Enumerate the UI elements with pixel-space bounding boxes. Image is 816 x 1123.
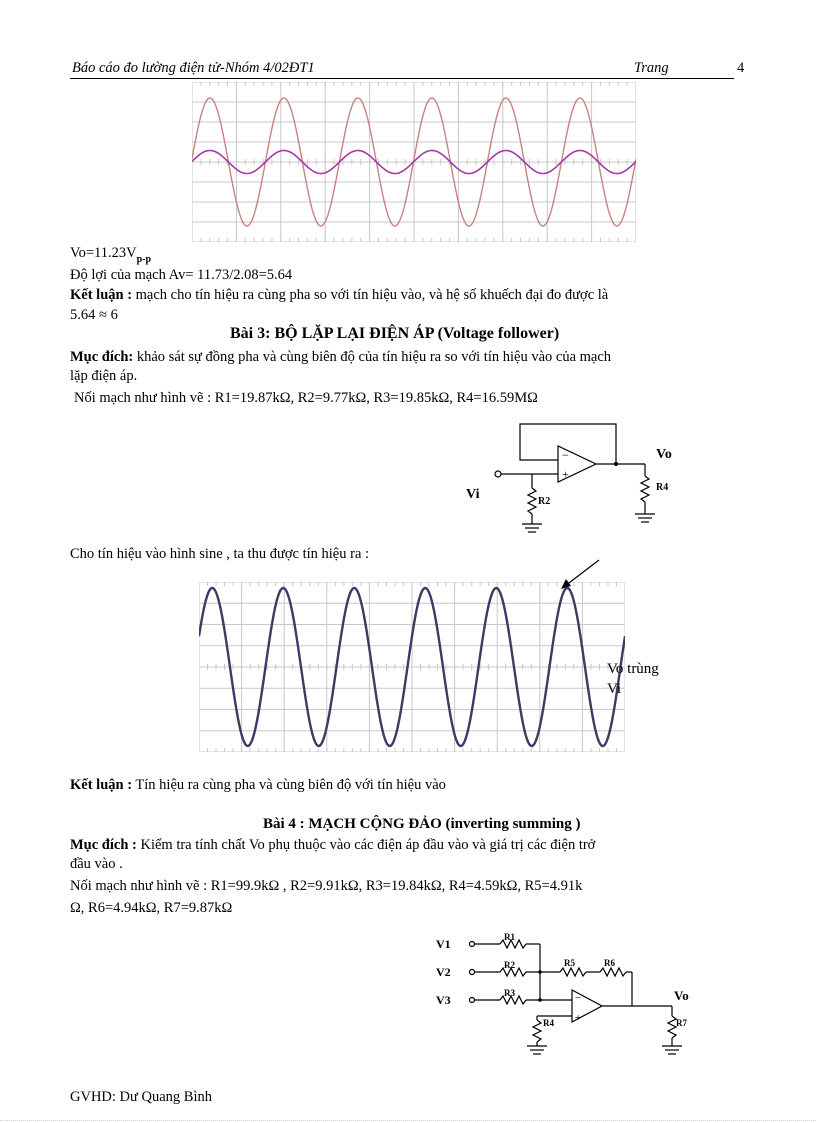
gain-line: Độ lợi của mạch Av= 11.73/2.08=5.64 <box>70 267 293 283</box>
annotation-vi: Vi <box>607 681 622 697</box>
opamp-plus-2: + <box>575 1012 582 1024</box>
conclusion-1-value: 5.64 ≈ 6 <box>70 307 118 323</box>
r2-resistor <box>528 488 536 514</box>
oscilloscope-2 <box>199 582 625 752</box>
conclusion-2: Kết luận : Tín hiệu ra cùng pha và cùng biên độ với tín hiệu vào <box>70 777 446 793</box>
v3-label: V3 <box>436 993 451 1007</box>
r5-label: R5 <box>564 958 575 968</box>
header-page-label: Trang <box>634 60 669 76</box>
r1-label: R1 <box>504 932 515 942</box>
voltage-follower-circuit <box>460 418 690 543</box>
r2-label-2: R2 <box>504 960 515 970</box>
r7-label: R7 <box>676 1018 687 1028</box>
oscilloscope-1 <box>192 82 636 242</box>
bai4-connect-1: Nối mạch như hình vẽ : R1=99.9kΩ , R2=9.91kΩ, R3=19.84kΩ, R4=4.59kΩ, R5=4.91k <box>70 878 583 894</box>
r4-resistor <box>641 476 649 502</box>
r3-label: R3 <box>504 988 515 998</box>
r2-label: R2 <box>538 496 551 507</box>
arrow-icon <box>555 555 605 595</box>
bai3-title: Bài 3: BỘ LẶP LẠI ĐIỆN ÁP (Voltage follower) <box>230 325 560 342</box>
header-page-number: 4 <box>737 60 745 76</box>
bai4-title: Bài 4 : MẠCH CỘNG ĐẢO (inverting summing ) <box>263 816 581 832</box>
annotation-vo: Vo trùng <box>607 661 659 677</box>
bai3-purpose-cont: lặp điện áp. <box>70 368 138 384</box>
inverting-summing-circuit <box>432 930 702 1060</box>
vo-label-2: Vo <box>674 988 689 1003</box>
vo-measurement: $Vo=11.23V_{p-p}$ <box>70 245 152 265</box>
opamp-plus: + <box>562 467 569 481</box>
r4-label-2: R4 <box>543 1018 554 1028</box>
conclusion-1: Kết luận : mạch cho tín hiệu ra cùng pha so với tín hiệu vào, và hệ số khuếch đại đo được là <box>70 287 609 303</box>
v2-label: V2 <box>436 965 451 979</box>
header-title: Báo cáo đo lường điện tử-Nhóm 4/02ĐT1 <box>72 60 315 76</box>
bai4-connect-2: Ω, R6=4.94kΩ, R7=9.87kΩ <box>70 900 233 916</box>
r6-label: R6 <box>604 958 615 968</box>
bai4-purpose: Mục đích : Kiểm tra tính chất Vo phụ thuộc vào các điện áp đầu vào và giá trị các điện trở <box>70 837 596 853</box>
vi-label: Vi <box>466 487 480 502</box>
sine-intro: Cho tín hiệu vào hình sine , ta thu được tín hiệu ra : <box>70 546 370 562</box>
r4-label: R4 <box>656 482 669 493</box>
opamp-minus: − <box>562 448 569 462</box>
vo-label: Vo <box>656 447 672 462</box>
bai4-purpose-cont: đầu vào . <box>70 856 123 872</box>
vi-terminal <box>495 471 501 477</box>
bai3-connect: Nối mạch như hình vẽ : R1=19.87kΩ, R2=9.77kΩ, R3=19.85kΩ, R4=16.59MΩ <box>74 390 538 406</box>
footer: GVHD: Dư Quang Bình <box>70 1089 212 1105</box>
bai3-purpose: Mục đích: khảo sát sự đồng pha và cùng biên độ của tín hiệu ra so với tín hiệu vào của mạch <box>70 349 612 365</box>
opamp-minus-2: − <box>575 992 582 1004</box>
header-rule <box>70 78 734 79</box>
footer-rule <box>0 1120 816 1121</box>
v1-label: V1 <box>436 937 451 951</box>
